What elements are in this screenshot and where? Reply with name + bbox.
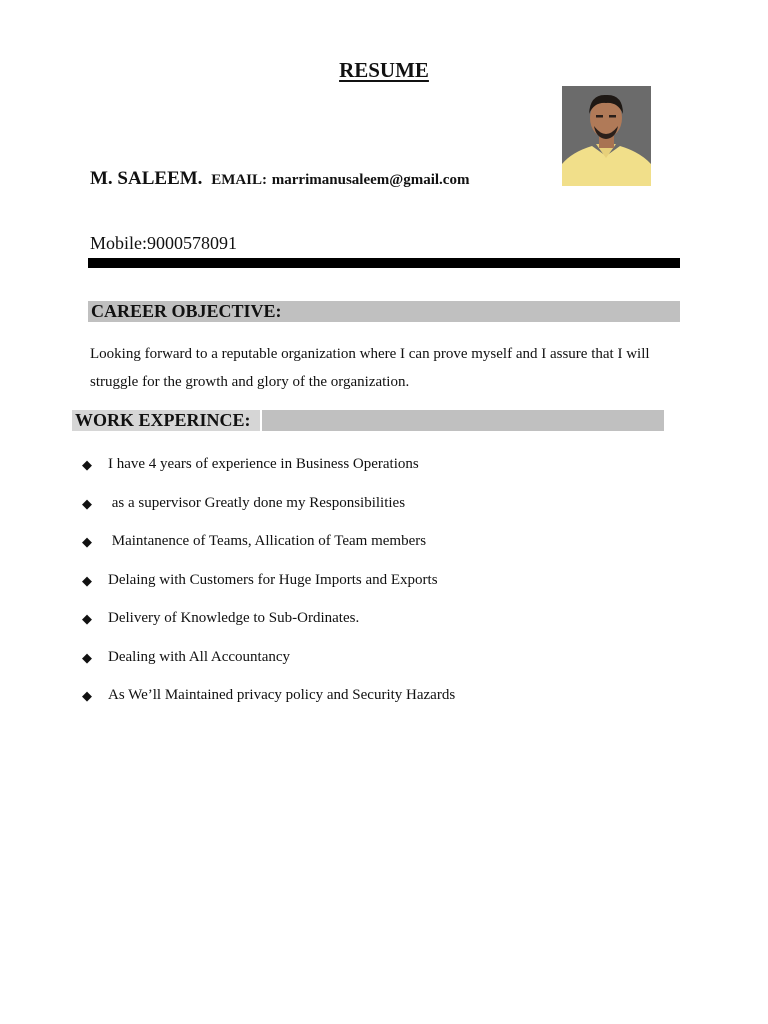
list-item <box>82 495 455 534</box>
list-item <box>82 687 455 726</box>
email-address[interactable]: marrimanusaleem@gmail.com <box>271 172 470 188</box>
diamond-bullet-icon: ◆ <box>82 649 92 665</box>
header-divider <box>88 258 680 268</box>
list-item <box>82 456 455 495</box>
diamond-bullet-icon: ◆ <box>82 457 92 472</box>
career-objective-heading: CAREER OBJECTIVE: <box>91 301 282 321</box>
diamond-bullet-icon: ◆ <box>82 572 92 588</box>
profile-photo <box>562 86 651 186</box>
work-experience-list <box>82 456 455 726</box>
work-experience-heading: WORK EXPERINCE: <box>75 410 251 430</box>
diamond-bullet-icon: ◆ <box>82 495 92 511</box>
career-objective-text: Looking forward to a reputable organization where I can prove myself and I assure that I will struggle for the growth and glory of the organization. <box>90 346 650 390</box>
list-item-text: As We’ll Maintained privacy policy and Security Hazards <box>108 687 456 703</box>
resume-title: RESUME <box>339 58 429 82</box>
diamond-bullet-icon: ◆ <box>82 611 92 626</box>
list-item-text: Dealing with All Accountancy <box>108 648 291 665</box>
list-item <box>82 572 455 611</box>
email-label: EMAIL: <box>211 172 268 188</box>
diamond-bullet-icon: ◆ <box>82 688 92 703</box>
list-item-text: as a supervisor Greatly done my Responsibilities <box>108 494 406 511</box>
list-item <box>82 610 455 649</box>
mobile-number: Mobile:9000578091 <box>90 233 237 253</box>
list-item-text: Delivery of Knowledge to Sub-Ordinates. <box>108 610 360 626</box>
contact-line <box>90 168 469 190</box>
list-item-text: I have 4 years of experience in Business Operations <box>108 456 419 472</box>
list-item-text: Delaing with Customers for Huge Imports and Exports <box>108 571 438 588</box>
diamond-bullet-icon: ◆ <box>82 534 92 549</box>
list-item <box>82 649 455 688</box>
list-item-text: Maintanence of Teams, Allication of Team members <box>108 533 427 549</box>
candidate-name: M. SALEEM. <box>90 168 203 189</box>
list-item <box>82 533 455 572</box>
